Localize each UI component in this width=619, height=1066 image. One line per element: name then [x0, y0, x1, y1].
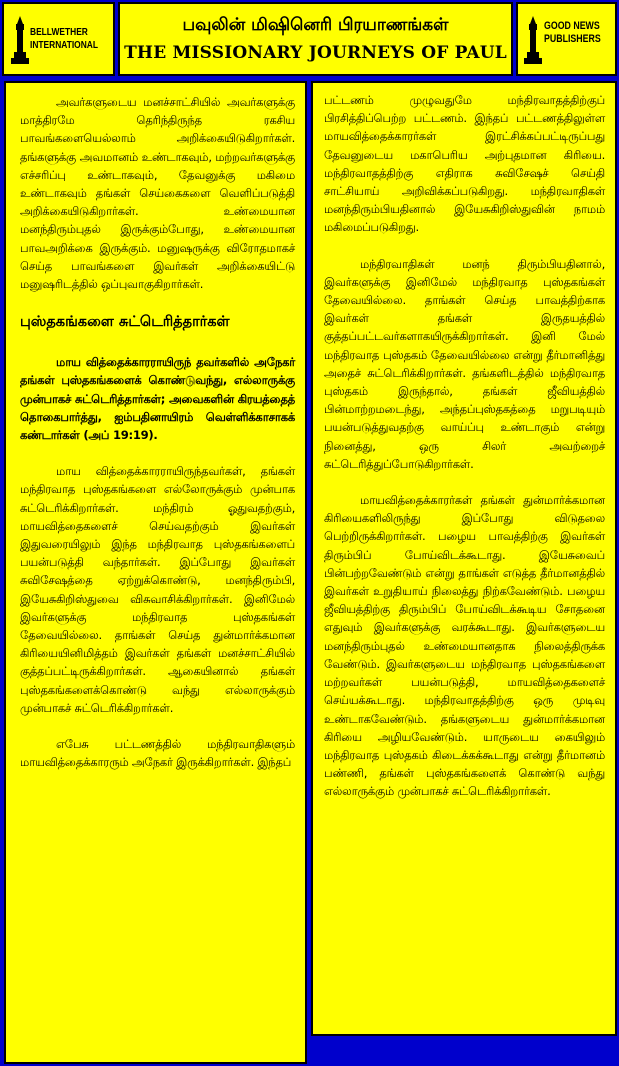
logo-left-line2: INTERNATIONAL [30, 39, 98, 51]
paragraph-confession: அவர்களுடைய மனச்சாட்சியில் அவர்களுக்கு மாத்திரமே தெரிந்திருந்த ரகசிய பாவங்களையெல்லாம் அறிக்கையிடுகிறார்கள். தங்களுக்கு அவமானம் உண்டாகவும், மற்றவர்களுக்கு எச்சரிப்பு உண்டாகவும், தேவனுக்கு மகிமை உண்டாகவும் தங்கள் செய்கைகளை வெளிப்படுத்தி அறிக்கையிடுகிறார்கள். உண்மையான மனந்திரும்புதல் இருக்கும்போது, உண்மையான பாவஅறிக்கை இருக்கும். மனுஷருக்கு விரோதமாகச் செய்த பாவங்களை இவர்கள் அறிக்கையிட்டு மனுஷரிடத்தில் ஒப்புவாகுகிறார்கள். [20, 95, 295, 292]
bell-tower-icon [523, 16, 543, 66]
page-header [2, 2, 617, 76]
bell-tower-icon [10, 16, 30, 66]
bellwether-logo-text [30, 26, 98, 52]
scripture-quote: மாய வித்தைக்காரராயிருந் தவர்களில் அநேகர் தங்கள் புஸ்தகங்களைக் கொண்டுவந்து, எல்லாருக்கு முன்பாகச் சுட்டெரித்தார்கள்; அவைகளின் கிரயத்தைத் தொகைபார்த்து, ஐம்பதினாயிரம் வெள்ளிக்காசாகக் கண்டார்கள் (அப் 19:19). [20, 355, 295, 443]
paragraph-deliverance: மாயவித்தைக்காரர்கள் தங்கள் துன்மார்க்கமான கிரியைகளிலிருந்து இப்போது விடுதலை பெற்றிருக்கிறார்கள். பழைய பாவத்திற்கு இவர்கள் திரும்பிப் போய்விடக்கூடாது. இயேசுவைப் பின்பற்றவேண்டும் என்று தாங்கள் எடுத்த தீர்மானத்தில் இவர்கள் உறுதியாய் நிலைத்து நிற்கவேண்டும். பழைய ஜீவியத்திற்கு திரும்பிப் போய்விடக்கூடிய சோதனை எதுவும் இவர்களுக்கு வரக்கூடாது. இவர்களுடைய மனந்திரும்புதல் உண்மையானதாக நிலைத்திருக்க வேண்டும். இவர்களுடைய மந்திரவாத புஸ்தகங்களை மற்றவர்கள் பயன்படுத்தி, மாயவித்தைகளைச் செய்யக்கூடாது. மந்திரவாதத்திற்கு ஒரு முடிவு உண்டாகவேண்டும். தங்களுடைய துன்மார்க்கமான கிரியை அழியவேண்டும். யாருடைய கையிலும் மந்திரவாத புஸ்தகம் கிடைக்கக்கூடாது என்று தீர்மானம் பண்ணி, தங்கள் புஸ்தகங்களைக் கொண்டு வந்து எல்லாருக்கும் முன்பாகச் சுட்டெரிக்கிறார்கள். [324, 493, 605, 799]
left-column [4, 81, 307, 1064]
logo-left-line1: BELLWETHER [30, 26, 88, 38]
paragraph-ephesus: எபேசு பட்டணத்தில் மந்திரவாதிகளும் மாயவித்தைக்காரரும் அநேகர் இருக்கிறார்கள். இந்தப் [20, 737, 295, 770]
paragraph-repentance: மந்திரவாதிகள் மனந் திரும்பியதினால், இவர்களுக்கு இனிமேல் மந்திரவாத புஸ்தகங்கள் தேவையில்லை. தாங்கள் செய்த பாவத்திற்காக இவர்கள் தங்கள் இருதயத்தில் குத்தப்பட்டவர்களாகயிருக்கிறார்கள். இனி மேல் மந்திரவாத புஸ்தகம் தேவையில்லை என்று தீர்மானித்து அதைச் சுட்டெரிக்கிறார்கள். தங்களிடத்தில் மந்திரவாத புஸ்தகம் இருந்தால், தங்கள் ஜீவியத்தில் பின்மாற்றமடைந்து, அந்தப்புஸ்தகத்தை மறுபடியும் பயன்படுத்துவதற்கு வாய்ப்பு உண்டாகும் என்று நினைத்து, ஒரு சிலர் அவற்றைச் சுட்டெரித்துப்போடுகிறார்கள். [324, 256, 605, 471]
paragraph-burning-books: மாய வித்தைக்காரராயிருந்தவர்கள், தங்கள் மந்திரவாத புஸ்தகங்களை எல்லோருக்கும் முன்பாக சுட்டெரிக்கிறார்கள். மந்திரம் ஓதுவதற்கும், மாயவித்தைகளைச் செய்வதற்கும் இவர்கள் இதுவரையிலும் இந்த மந்திரவாத புஸ்தகங்களைப் பயன்படுத்தி வந்தார்கள். இப்போது இவர்கள் சுவிசேஷத்தை ஏற்றுக்கொண்டு, மனந்திரும்பி, இயேசுகிறிஸ்துவை விசுவாசிக்கிறார்கள். இனிமேல் இவர்களுக்கு மந்திரவாத புஸ்தகங்கள் தேவையில்லை. தாங்கள் செய்த துன்மார்க்கமான கிரியையினிமித்தம் இவர்கள் தங்கள் மனச்சாட்சியில் குத்தப்பட்டிருக்கிறார்கள். ஆகையினால் தங்கள் புஸ்தகங்களைக்கொண்டு வந்து எல்லாருக்கும் முன்பாகச் சுட்டெரிக்கிறார்கள். [20, 464, 295, 715]
section-heading: புஸ்தகங்களை சுட்டெரித்தார்கள் [20, 314, 230, 331]
paragraph-city: பட்டணம் முழுவதுமே மந்திரவாதத்திற்குப் பிரசித்திப்பெற்ற பட்டணம். இந்தப் பட்டணத்திலுள்ள மாயவித்தைக்காரர்கள் இரட்சிக்கப்பட்டிருப்பது தேவனுடைய மகாபெரிய அற்புதமான கிரியை. மந்திரவாதத்திற்கு எதிராக சுவிசேஷச் செய்தி சாட்சியாய் அறிவிக்கப்படுகிறது. மந்திரவாதிகள் மனந்திரும்பியதினால் இயேசுகிறிஸ்துவின் நாமம் மகிமைப்படுகிறது. [324, 93, 605, 235]
page-title-english: THE MISSIONARY JOURNEYS OF PAUL [124, 43, 507, 63]
logo-right-line2: PUBLISHERS [544, 33, 601, 45]
page-title-tamil: பவுலின் மிஷினெரி பிரயாணங்கள் [182, 15, 449, 35]
bellwether-logo [2, 2, 115, 76]
logo-right-line1: GOOD NEWS [544, 20, 600, 32]
good-news-logo [516, 2, 617, 76]
right-column [311, 81, 617, 1036]
good-news-logo-text [544, 20, 601, 46]
title-box [118, 2, 513, 76]
